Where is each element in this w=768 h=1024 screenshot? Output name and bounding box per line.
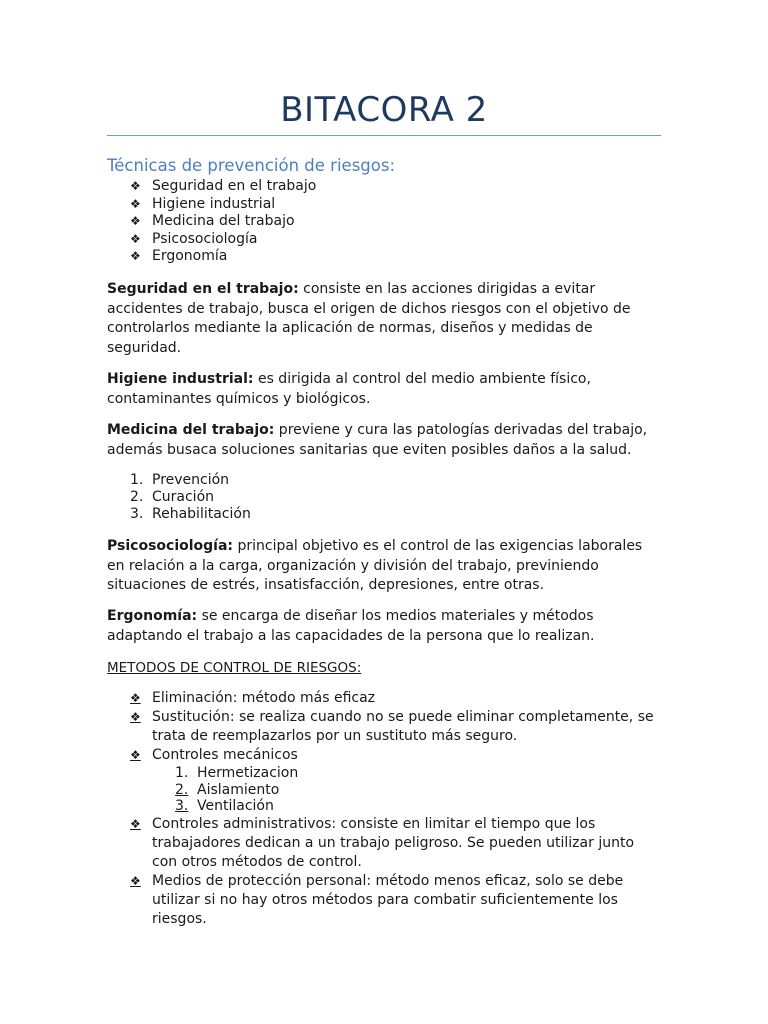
list-item: ❖ Eliminación: método más eficaz bbox=[130, 690, 376, 706]
mechanical-sublist bbox=[152, 765, 660, 815]
list-item: 3. Rehabilitación bbox=[130, 506, 251, 522]
list-item: 3. Ventilación bbox=[175, 798, 274, 814]
paragraph-text: consiste en las acciones dirigidas a evitar accidentes de trabajo, busca el origen de dichos riesgos con el objetivo de controlarlos mediante la aplicación de normas, diseños y medidas de seguridad. bbox=[107, 281, 631, 356]
diamond-bullet-icon: ❖ bbox=[130, 710, 141, 724]
paragraph-medicina bbox=[107, 421, 659, 460]
diamond-bullet-icon: ❖ bbox=[130, 873, 141, 888]
diamond-bullet-icon: ❖ bbox=[130, 748, 141, 762]
diamond-bullet-icon: ❖ bbox=[130, 179, 141, 193]
paragraph-text: se encarga de diseñar los medios materiales y métodos adaptando el trabajo a las capacidades de la persona que lo realizan. bbox=[107, 608, 595, 644]
title-divider bbox=[107, 135, 661, 136]
section-subheading: Técnicas de prevención de riesgos: bbox=[107, 156, 396, 175]
diamond-bullet-icon: ❖ bbox=[130, 691, 141, 705]
techniques-list bbox=[130, 178, 316, 266]
paragraph-text: es dirigida al control del medio ambiente físico, contaminantes químicos y biológicos. bbox=[107, 371, 591, 407]
list-item: 2. Aislamiento bbox=[175, 781, 280, 798]
list-item: ❖ Medios de protección personal: método menos eficaz, solo se debe utilizar si no hay otros métodos para combatir suficientemente los riesgos. bbox=[130, 872, 624, 927]
diamond-bullet-icon: ❖ bbox=[130, 196, 141, 211]
methods-heading: METODOS DE CONTROL DE RIESGOS: bbox=[107, 660, 362, 676]
list-item: ❖ Medicina del trabajo bbox=[130, 213, 295, 229]
list-item: 1. Hermetizacion bbox=[175, 765, 299, 781]
paragraph-psicosociologia bbox=[107, 537, 659, 596]
term-label: Seguridad en el trabajo: bbox=[107, 281, 299, 297]
diamond-bullet-icon: ❖ bbox=[130, 249, 141, 263]
diamond-bullet-icon: ❖ bbox=[130, 816, 141, 831]
list-item: 1. Prevención bbox=[130, 472, 230, 488]
paragraph-seguridad bbox=[107, 280, 659, 358]
list-item: ❖ Sustitución: se realiza cuando no se puede eliminar completamente, se trata de reemplazarlos por un sustituto más seguro. bbox=[130, 709, 654, 744]
term-label: Medicina del trabajo: bbox=[107, 422, 275, 438]
paragraph-text: previene y cura las patologías derivadas del trabajo, además busaca soluciones sanitarias que eviten posibles daños a la salud. bbox=[107, 422, 648, 458]
methods-list bbox=[130, 689, 660, 929]
diamond-bullet-icon: ❖ bbox=[130, 231, 141, 246]
diamond-bullet-icon: ❖ bbox=[130, 214, 141, 228]
list-item: 2. Curación bbox=[130, 489, 215, 505]
paragraph-text: principal objetivo es el control de las exigencias laborales en relación a la carga, organización y división del trabajo, previniendo situaciones de estrés, insatisfacción, depresiones, entre otras. bbox=[107, 538, 643, 593]
paragraph-higiene bbox=[107, 370, 659, 409]
term-label: Psicosociología: bbox=[107, 538, 234, 554]
list-item: ❖ Controles administrativos: consiste en limitar el tiempo que los trabajadores dedican a un trabajo peligroso. Se pueden utilizar junto con otros métodos de control. bbox=[130, 815, 635, 870]
list-item: ❖ Higiene industrial bbox=[130, 195, 276, 212]
term-label: Higiene industrial: bbox=[107, 371, 254, 387]
list-item: ❖ Controles mecánicos 1. Hermetizacion 2. Aislamiento 3. Ventilación bbox=[130, 746, 660, 815]
page-title: BITACORA 2 bbox=[280, 90, 488, 130]
list-item: ❖ Psicosociología bbox=[130, 230, 258, 247]
term-label: Ergonomía: bbox=[107, 608, 198, 624]
list-item: ❖ Seguridad en el trabajo bbox=[130, 178, 317, 194]
list-item: ❖ Ergonomía bbox=[130, 248, 228, 264]
medicina-numbered-list bbox=[130, 472, 251, 523]
paragraph-ergonomia bbox=[107, 607, 659, 646]
